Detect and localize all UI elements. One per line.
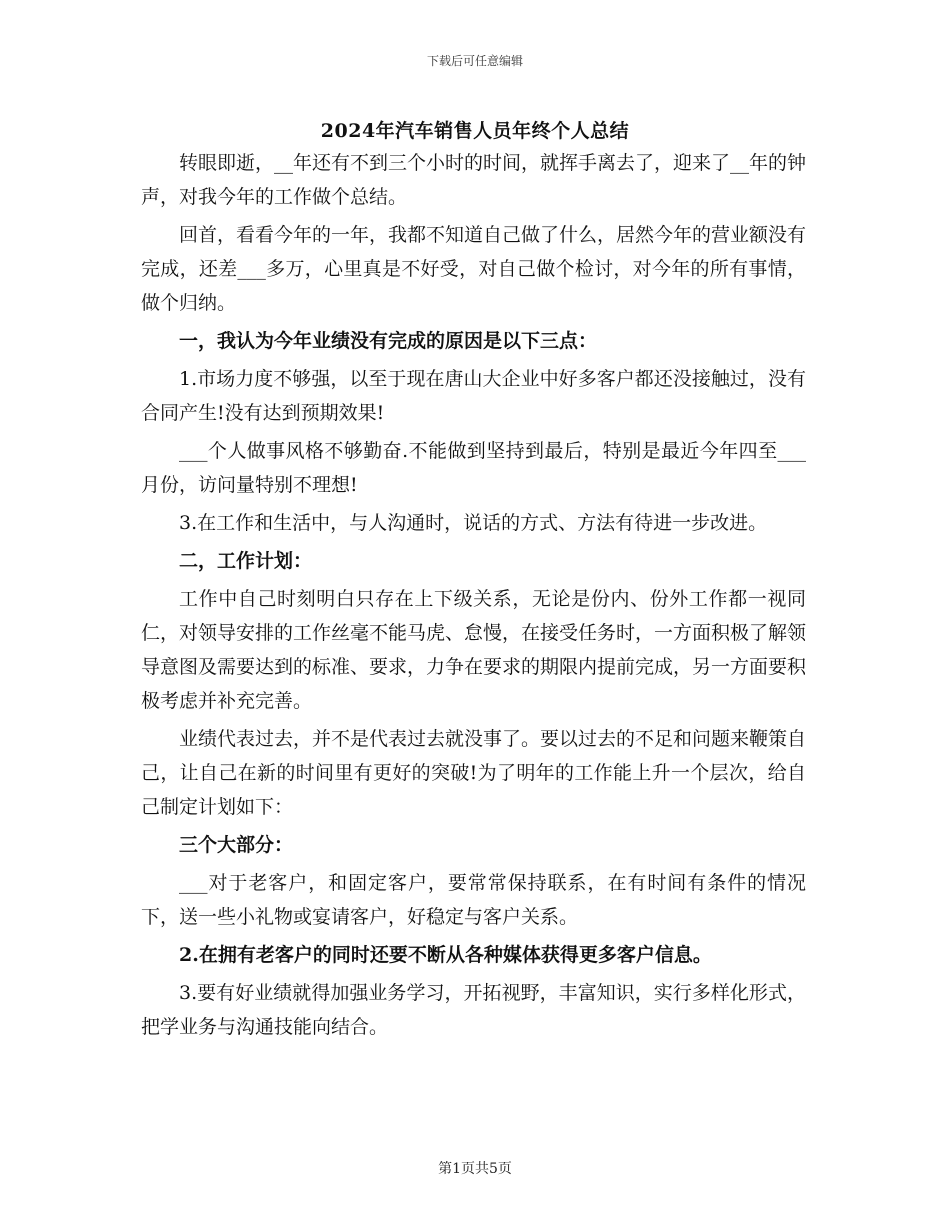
paragraph: 业绩代表过去，并不是代表过去就没事了。要以过去的不足和问题来鞭策自己，让自己在新的时间里有更好的突破!为了明年的工作能上升一个层次，给自己制定计划如下： — [141, 728, 807, 818]
section-heading: 一，我认为今年业绩没有完成的原因是以下三点： — [179, 330, 598, 352]
page-header: 下载后可任意编辑 — [426, 54, 523, 68]
paragraph: 工作中自己时刻明白只存在上下级关系，无论是份内、份外工作都一视同仁，对领导安排的工作丝毫不能马虎、怠慢，在接受任务时，一方面积极了解领导意图及需要达到的标准、要求，力争在要求的期限内提前完成，另一方面要积极考虑并补充完善。 — [141, 588, 807, 712]
paragraph: 转眼即逝，__年还有不到三个小时的时间，就挥手离去了，迎来了__年的钟声，对我今年的工作做个总结。 — [141, 152, 807, 208]
page-footer: 第1页共5页 — [438, 1161, 512, 1177]
paragraph: 2.在拥有老客户的同时还要不断从各种媒体获得更多客户信息。 — [179, 944, 712, 966]
section-heading: 二，工作计划： — [179, 550, 313, 572]
paragraph: ___对于老客户，和固定客户，要常常保持联系，在有时间有条件的情况下，送一些小礼物或宴请客户，好稳定与客户关系。 — [141, 872, 806, 928]
section-heading: 三个大部分： — [179, 834, 294, 856]
paragraph: 1.市场力度不够强，以至于现在唐山大企业中好多客户都还没接触过，没有合同产生!没有达到预期效果! — [141, 368, 806, 424]
paragraph: 回首，看看今年的一年，我都不知道自己做了什么，居然今年的营业额没有完成，还差___多万，心里真是不好受，对自己做个检讨，对今年的所有事情，做个归纳。 — [141, 224, 807, 314]
paragraph: 3.要有好业绩就得加强业务学习，开拓视野，丰富知识，实行多样化形式，把学业务与沟通技能向结合。 — [141, 982, 806, 1038]
document-body — [141, 146, 806, 1044]
document-title: 2024年汽车销售人员年终个人总结 — [320, 120, 630, 142]
paragraph: ___个人做事风格不够勤奋.不能做到坚持到最后，特别是最近今年四至___月份，访问量特别不理想! — [141, 440, 806, 496]
paragraph: 3.在工作和生活中，与人沟通时，说话的方式、方法有待进一步改进。 — [179, 512, 768, 534]
